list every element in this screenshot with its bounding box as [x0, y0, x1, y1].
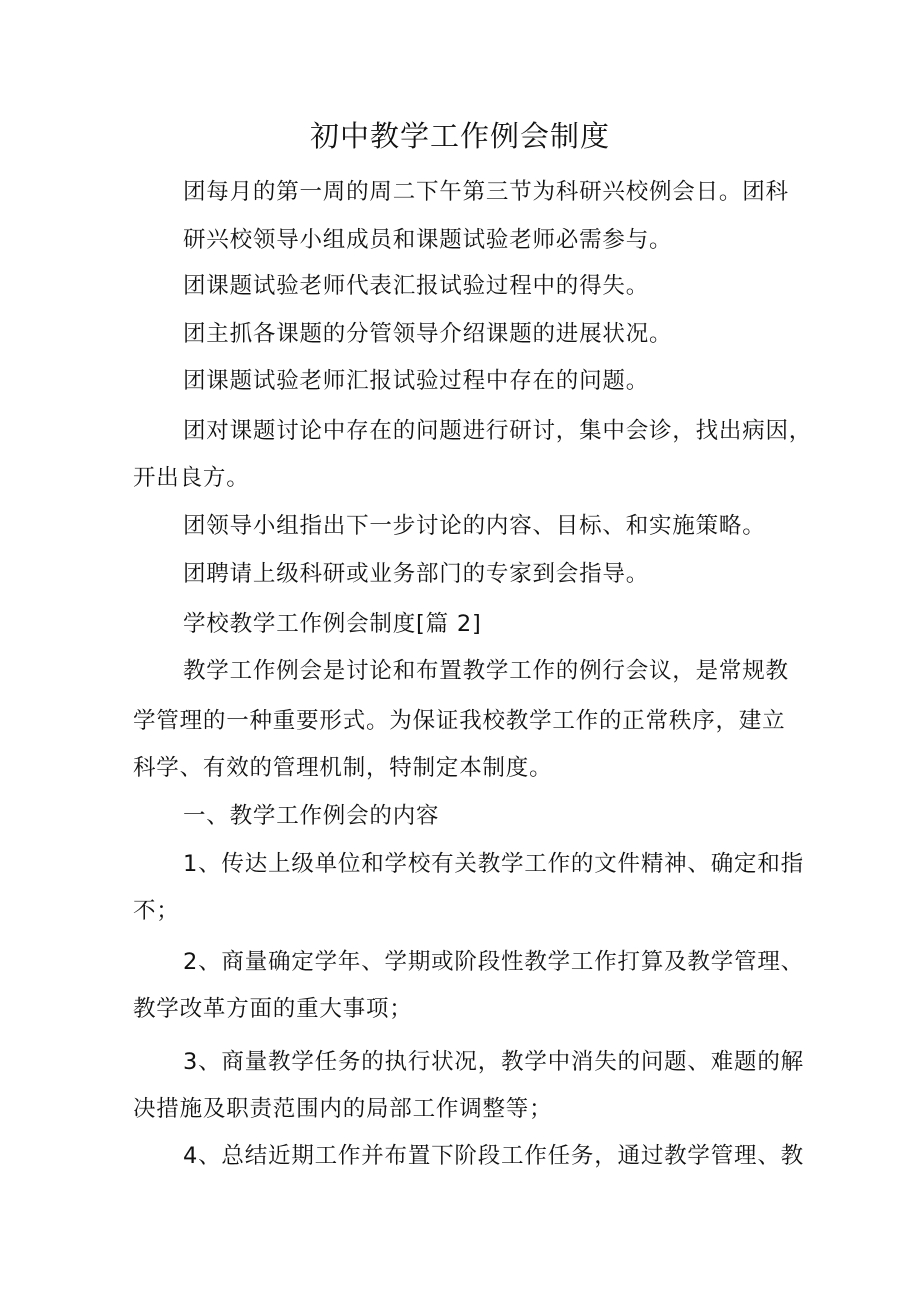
- text-line: 团每月的第一周的周二下午第三节为科研兴校例会日。团科: [183, 179, 789, 205]
- text-line: 团领导小组指出下一步讨论的内容、目标、和实施策略。: [183, 513, 766, 539]
- text-line: 团课题试验老师汇报试验过程中存在的问题。: [183, 368, 650, 394]
- text-line: 决措施及职责范围内的局部工作调整等；: [133, 1096, 553, 1122]
- text-line: 4、总结近期工作并布置下阶段工作任务，通过教学管理、教: [183, 1143, 804, 1169]
- text-line: 研兴校领导小组成员和课题试验老师必需参与。: [183, 227, 673, 253]
- text-line: 1、传达上级单位和学校有关教学工作的文件精神、确定和指: [183, 851, 804, 877]
- text-line: 不；: [133, 898, 180, 924]
- text-line: 学校教学工作例会制度[篇 2]: [183, 611, 482, 637]
- text-line: 一、教学工作例会的内容: [183, 803, 440, 829]
- text-line: 教学工作例会是讨论和布置教学工作的例行会议，是常规教: [183, 658, 789, 684]
- text-line: 学管理的一种重要形式。为保证我校教学工作的正常秩序，建立: [133, 708, 786, 734]
- document-title: 初中教学工作例会制度: [309, 119, 610, 153]
- text-line: 开出良方。: [133, 465, 250, 491]
- text-line: 团主抓各课题的分管领导介绍课题的进展状况。: [183, 321, 673, 347]
- text-line: 教学改革方面的重大事项；: [133, 996, 413, 1022]
- text-line: 团课题试验老师代表汇报试验过程中的得失。: [183, 273, 650, 299]
- text-line: 2、商量确定学年、学期或阶段性教学工作打算及教学管理、: [183, 949, 804, 975]
- text-line: 3、商量教学任务的执行状况，教学中消失的问题、难题的解: [183, 1049, 804, 1075]
- text-line: 科学、有效的管理机制，特制定本制度。: [133, 755, 553, 781]
- text-line: 团聘请上级科研或业务部门的专家到会指导。: [183, 561, 650, 587]
- text-line: 团对课题讨论中存在的问题进行研讨，集中会诊，找出病因，: [183, 418, 813, 444]
